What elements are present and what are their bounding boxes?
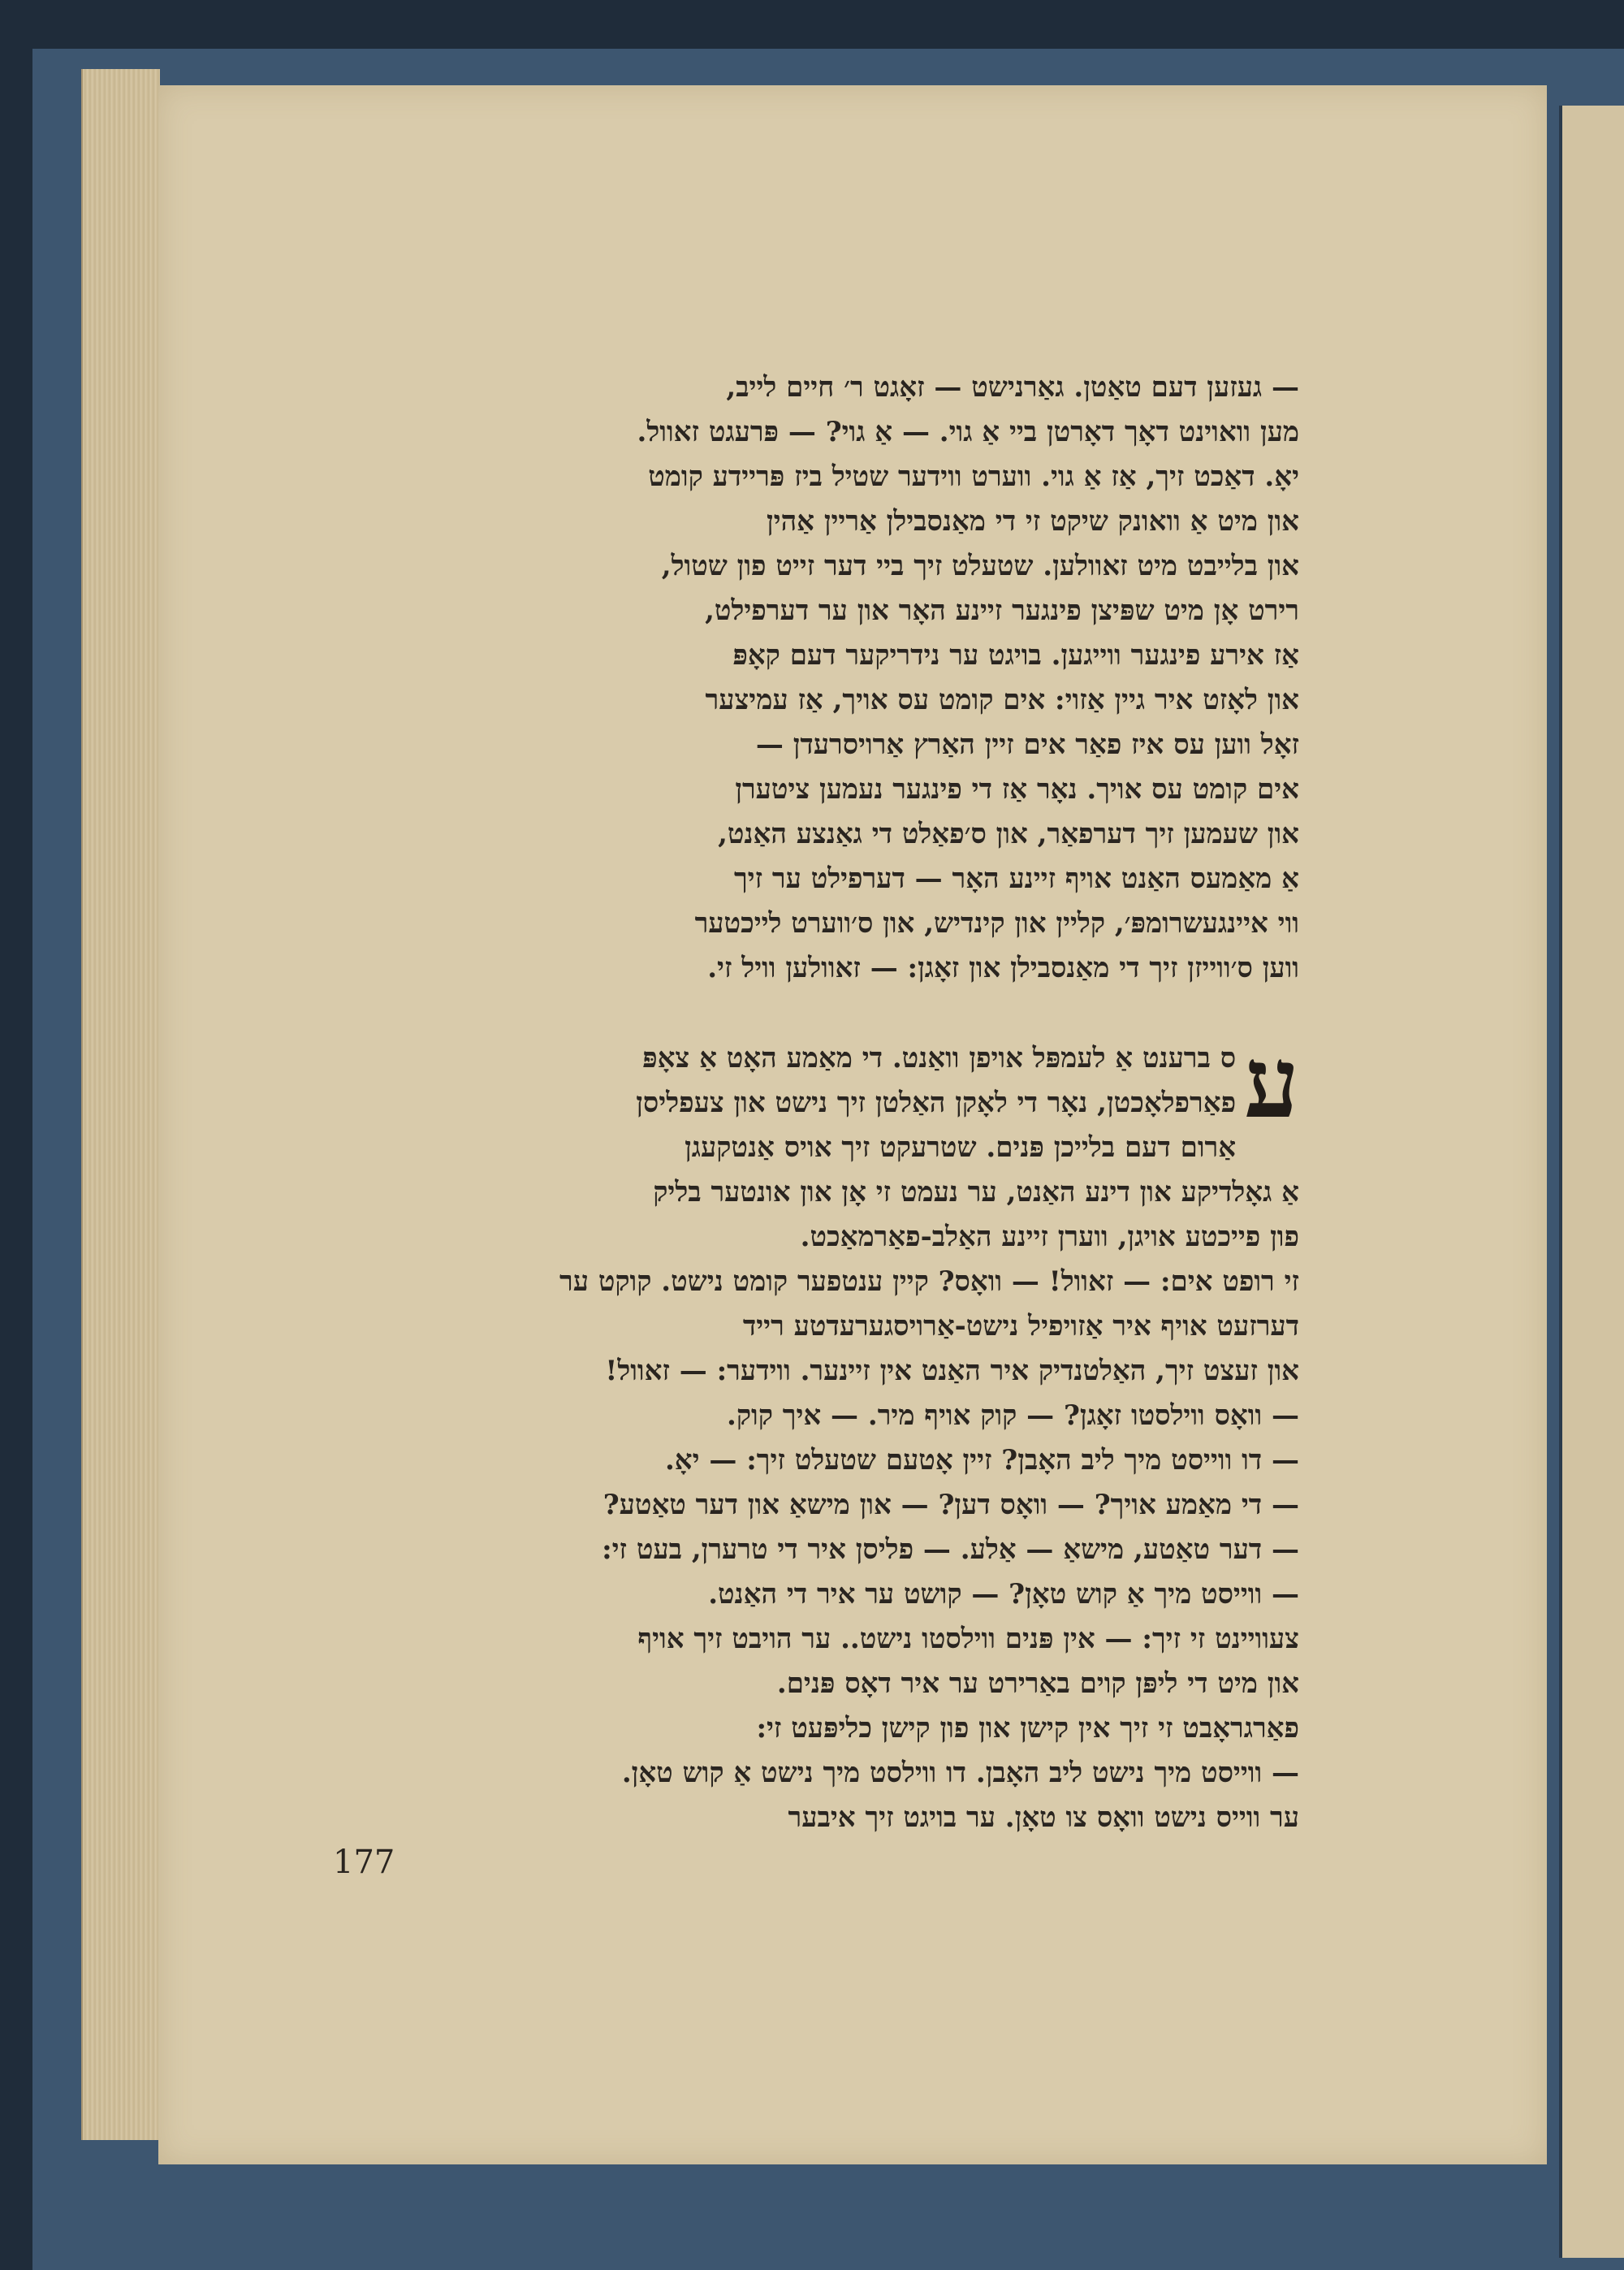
text-line: און שעמען זיך דערפאַר, און ס׳פאַלט די גאַנצע האַנט, (718, 818, 1299, 850)
text-line: — דער טאַטע, מישאַ — אַלע. — פליסן איר די טרערן, בעט זי: (602, 1533, 1299, 1566)
page-number: 177 (333, 1844, 395, 1881)
text-line: ס ברענט אַ לעמפּל אויפן וואַנט. די מאַמע האָט אַ צאָפּ (642, 1042, 1237, 1074)
text-line: פון פייכטע אויגן, ווערן זיינע האַלב-פאַרמאַכט. (800, 1221, 1299, 1253)
text-line: — ווייסט מיך נישט ליב האָבן. דו ווילסט מיך נישט אַ קוש טאָן. (621, 1757, 1299, 1789)
text-line: ווי איינגעשרומפּ׳, קליין און קינדיש, און ס׳ווערט לייכטער (694, 907, 1299, 940)
text-line: און זעצט זיך, האַלטנדיק איר האַנט אין זיינער. ווידער: — זאוול! (605, 1355, 1299, 1387)
paragraph-1 (374, 365, 1299, 991)
text-line: ווען ס׳ווייזן זיך די מאַנסבילן און זאָגן: — זאוולען וויל זי. (707, 952, 1299, 984)
page-edges (81, 69, 160, 2140)
text-line: אַז אירע פינגער ווייגען. בויגט ער נידריקער דעם קאָפּ (732, 639, 1299, 672)
paragraph-2 (374, 1026, 1299, 1840)
text-line: אים קומט עס אויך. נאָר אַז די פינגער נעמען ציטערן (735, 773, 1299, 806)
page-body (374, 365, 1299, 1840)
text-line: — ווייסט מיך אַ קוש טאָן? — קושט ער איר די האַנט. (708, 1578, 1299, 1611)
text-line: — דו ווייסט מיך ליב האָבן? זיין אָטעם שטעלט זיך: — יאָ. (664, 1444, 1299, 1477)
text-line: זאָל ווען עס איז פאַר אים זיין האַרץ אַרויסרעדן — (755, 729, 1299, 761)
text-line: — געזען דעם טאַטן. גאַרנישט — זאָגט ר׳ חיים לייב, (726, 371, 1299, 404)
text-line: פאַרפלאָכטן, נאָר די לאָקן האַלטן זיך נישט און צעפליסן (636, 1087, 1237, 1119)
text-line: און מיט די ליפּן קוים באַרירט ער איר דאָס פּנים. (776, 1667, 1299, 1700)
text-line: צעוויינט זי זיך: — אין פּנים ווילסטו נישט.. ער הויבט זיך אויף (637, 1623, 1299, 1655)
text-line: — די מאַמע אויך? — וואָס דען? — און מישאַ און דער טאַטע? (603, 1489, 1299, 1521)
text-line: אַרום דעם בלייכן פּנים. שטרעקט זיך אויס אַנטקעגן (685, 1131, 1237, 1164)
text-line: ער ווייס נישט וואָס צו טאָן. ער בויגט זיך איבער (788, 1801, 1299, 1834)
text-line: און לאָזט איר גיין אַזוי: אים קומט עס אויך, אַז עמיצער (705, 684, 1299, 716)
text-line: דערזעט אויף איר אַזויפיל נישט-אַרויסגערעדטע רייד (742, 1310, 1299, 1343)
text-line: מען וואוינט דאָך דאָרטן ביי אַ גוי. — אַ גוי? — פּרעגט זאוול. (637, 416, 1299, 448)
text-line: זי רופט אים: — זאוול! — וואָס? קיין ענטפער קומט נישט. קוקט ער (559, 1265, 1299, 1298)
facing-page-edge (1559, 106, 1624, 2258)
section-break (374, 991, 1299, 1036)
text-line: פאַרגראָבט זי זיך אין קישן און פון קישן כליפּעט זי: (756, 1712, 1299, 1745)
text-line: און מיט אַ וואונק שיקט זי די מאַנסבילן אַריין אַהין (767, 505, 1299, 538)
text-line: אַ גאָלדיקע און דינע האַנט, ער נעמט זי אָן און אונטער בליק (653, 1176, 1299, 1209)
text-line: און בלייבט מיט זאוולען. שטעלט זיך ביי דער זייט פון שטול, (661, 550, 1299, 582)
text-line: — וואָס ווילסטו זאָגן? — קוק אויף מיר. — איך קוק. (727, 1399, 1299, 1432)
text-line: יאָ. דאַכט זיך, אַז אַ גוי. ווערט ווידער שטיל ביז פּריידע קומט (648, 460, 1299, 493)
text-line: רירט אָן מיט שפּיצן פינגער זיינע האָר און ער דערפילט, (705, 595, 1299, 627)
drop-cap: ע (1244, 1026, 1299, 1140)
text-line: אַ מאַמעס האַנט אויף זיינע האָר — דערפילט ער זיך (733, 863, 1299, 895)
